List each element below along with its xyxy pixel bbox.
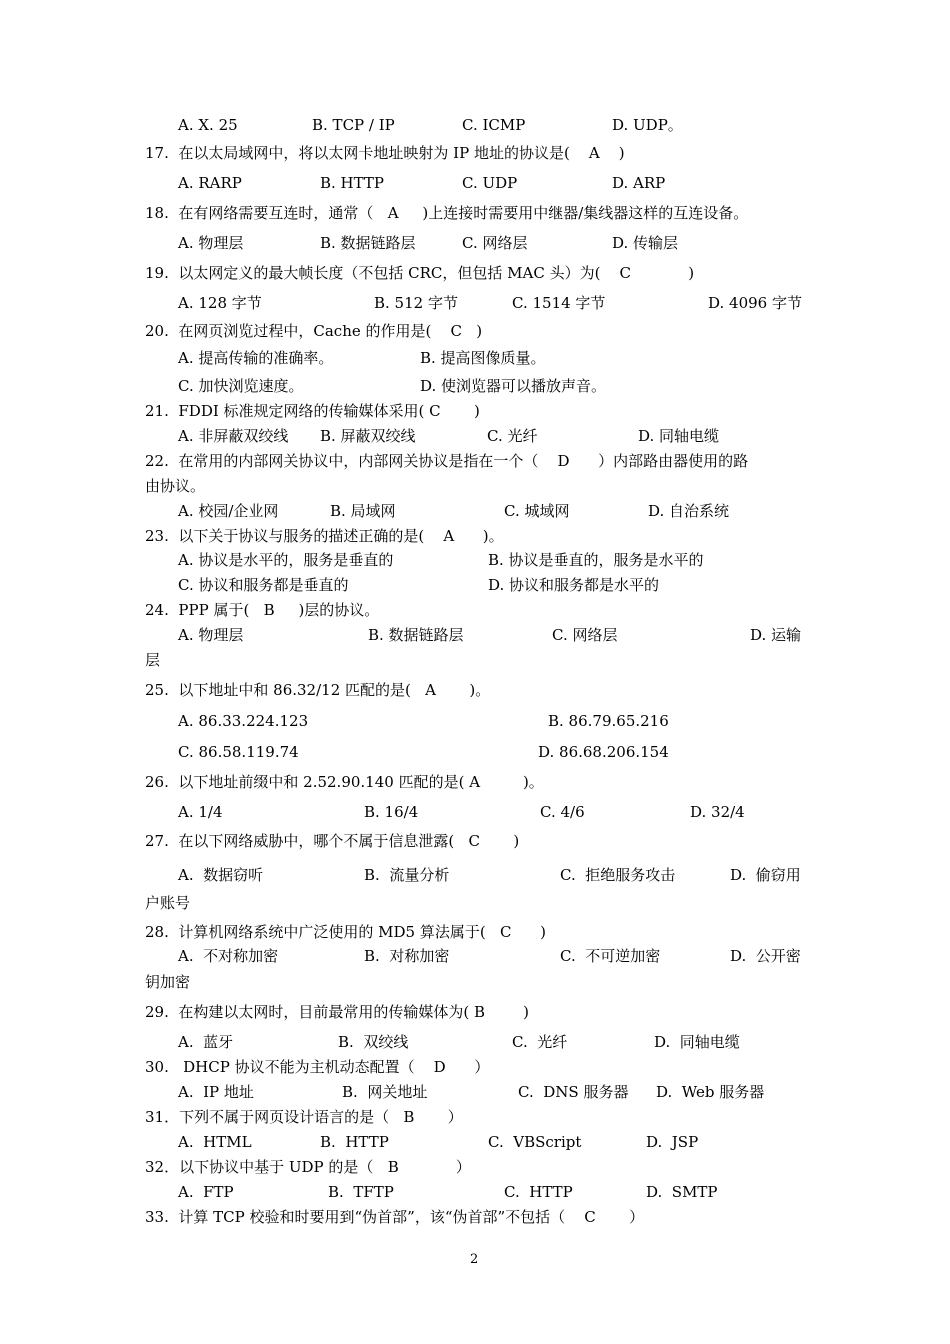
answer-option: A. 86.33.224.123 bbox=[178, 712, 309, 730]
answer-option: A. HTML bbox=[178, 1133, 252, 1151]
question-line: 21. FDDI 标准规定网络的传输媒体采用( C ) bbox=[145, 402, 480, 420]
answer-option: A. 物理层 bbox=[178, 234, 244, 252]
answer-option: D. 同轴电缆 bbox=[638, 427, 720, 445]
question-line: 20. 在网页浏览过程中，Cache 的作用是( C ) bbox=[145, 322, 483, 340]
question-line: 27. 在以下网络威胁中，哪个不属于信息泄露( C ) bbox=[145, 832, 520, 850]
answer-option: B. 512 字节 bbox=[374, 294, 458, 312]
answer-option: B. 16/4 bbox=[364, 803, 419, 821]
answer-option: C. UDP bbox=[462, 174, 518, 192]
answer-option: A. 不对称加密 bbox=[178, 947, 279, 965]
answer-option: D. 自治系统 bbox=[648, 502, 730, 520]
answer-option: D. 4096 字节 bbox=[708, 294, 802, 312]
question-line: 由协议。 bbox=[145, 477, 206, 495]
question-line: 32．以下协议中基于 UDP 的是（ B ） bbox=[145, 1158, 471, 1176]
answer-option: C. DNS 服务器 bbox=[518, 1083, 629, 1101]
answer-option: B. TFTP bbox=[328, 1183, 394, 1201]
answer-option: D. UDP。 bbox=[612, 116, 683, 134]
answer-option: C. VBScript bbox=[488, 1133, 582, 1151]
question-line: 层 bbox=[145, 651, 161, 669]
answer-option: C. 拒绝服务攻击 bbox=[560, 866, 676, 884]
answer-option: D. 使浏览器可以播放声音。 bbox=[420, 377, 607, 395]
question-line: 28. 计算机网络系统中广泛使用的 MD5 算法属于( C ) bbox=[145, 923, 546, 941]
answer-option: B. 网关地址 bbox=[342, 1083, 428, 1101]
answer-option: B. HTTP bbox=[320, 1133, 389, 1151]
answer-option: D. 传输层 bbox=[612, 234, 679, 252]
question-line: 29. 在构建以太网时，目前最常用的传输媒体为( B ) bbox=[145, 1003, 530, 1021]
answer-option: C. 城域网 bbox=[504, 502, 570, 520]
answer-option: C. 光纤 bbox=[512, 1033, 568, 1051]
answer-option: D. JSP bbox=[646, 1133, 699, 1151]
answer-option: B. HTTP bbox=[320, 174, 385, 192]
answer-option: A. 数据窃听 bbox=[178, 866, 264, 884]
answer-option: A. 提高传输的准确率。 bbox=[178, 349, 334, 367]
answer-option: A. RARP bbox=[178, 174, 242, 192]
answer-option: A. 蓝牙 bbox=[178, 1033, 234, 1051]
question-line: 26. 以下地址前缀中和 2.52.90.140 匹配的是( A )。 bbox=[145, 773, 544, 791]
answer-option: A. 非屏蔽双绞线 bbox=[178, 427, 289, 445]
question-line: 22. 在常用的内部网关协议中，内部网关协议是指在一个（ D ）内部路由器使用的路 bbox=[145, 452, 749, 470]
answer-option: B. 流量分析 bbox=[364, 866, 450, 884]
answer-option: D. 86.68.206.154 bbox=[538, 743, 669, 761]
answer-option: C. 加快浏览速度。 bbox=[178, 377, 304, 395]
answer-option: A. IP 地址 bbox=[178, 1083, 254, 1101]
answer-option: C. 4/6 bbox=[540, 803, 585, 821]
answer-option: C. 1514 字节 bbox=[512, 294, 606, 312]
answer-option: A. FTP bbox=[178, 1183, 234, 1201]
page-number: 2 bbox=[470, 1252, 479, 1267]
answer-option: C. 不可逆加密 bbox=[560, 947, 661, 965]
answer-option: B. 对称加密 bbox=[364, 947, 450, 965]
answer-option: C. 86.58.119.74 bbox=[178, 743, 299, 761]
answer-option: A. X. 25 bbox=[178, 116, 238, 134]
answer-option: B. 屏蔽双绞线 bbox=[320, 427, 416, 445]
question-line: 30. DHCP 协议不能为主机动态配置（ D ） bbox=[145, 1058, 490, 1076]
answer-option: B. 86.79.65.216 bbox=[548, 712, 669, 730]
question-line: 19. 以太网定义的最大帧长度（不包括 CRC，但包括 MAC 头）为( C ) bbox=[145, 264, 695, 282]
answer-option: C. 光纤 bbox=[487, 427, 538, 445]
answer-option: A. 物理层 bbox=[178, 626, 244, 644]
answer-option: B. 协议是垂直的，服务是水平的 bbox=[488, 551, 704, 569]
question-line: 31．下列不属于网页设计语言的是（ B ） bbox=[145, 1108, 463, 1126]
answer-option: D. ARP bbox=[612, 174, 666, 192]
question-line: 户账号 bbox=[145, 894, 191, 912]
question-line: 24. PPP 属于( B )层的协议。 bbox=[145, 601, 380, 619]
answer-option: D. 同轴电缆 bbox=[654, 1033, 740, 1051]
question-line: 17. 在以太局域网中，将以太网卡地址映射为 IP 地址的协议是( A ) bbox=[145, 144, 625, 162]
answer-option: D. 协议和服务都是水平的 bbox=[488, 576, 660, 594]
question-line: 18. 在有网络需要互连时，通常（ A )上连接时需要用中继器/集线器这样的互连设备。 bbox=[145, 204, 749, 222]
question-line: 钥加密 bbox=[145, 973, 191, 991]
answer-option: B. 提高图像质量。 bbox=[420, 349, 546, 367]
answer-option: B. 局域网 bbox=[330, 502, 396, 520]
answer-option: A. 1/4 bbox=[178, 803, 223, 821]
answer-option: D. 32/4 bbox=[690, 803, 745, 821]
answer-option: B. TCP / IP bbox=[312, 116, 395, 134]
answer-option: B. 数据链路层 bbox=[320, 234, 416, 252]
answer-option: C. 网络层 bbox=[552, 626, 618, 644]
answer-option: A. 协议是水平的，服务是垂直的 bbox=[178, 551, 394, 569]
answer-option: A. 128 字节 bbox=[178, 294, 262, 312]
question-line: 33. 计算 TCP 校验和时要用到“伪首部”，该“伪首部”不包括（ C ） bbox=[145, 1208, 645, 1226]
answer-option: B. 数据链路层 bbox=[368, 626, 464, 644]
answer-option: C. 协议和服务都是垂直的 bbox=[178, 576, 349, 594]
answer-option: D. 偷窃用 bbox=[730, 866, 801, 884]
answer-option: C. HTTP bbox=[504, 1183, 573, 1201]
answer-option: D. 运输 bbox=[750, 626, 802, 644]
answer-option: A. 校园/企业网 bbox=[178, 502, 279, 520]
answer-option: D. SMTP bbox=[646, 1183, 718, 1201]
question-line: 23. 以下关于协议与服务的描述正确的是( A )。 bbox=[145, 527, 504, 545]
answer-option: C. 网络层 bbox=[462, 234, 528, 252]
answer-option: B. 双绞线 bbox=[338, 1033, 409, 1051]
answer-option: D. Web 服务器 bbox=[656, 1083, 765, 1101]
question-line: 25. 以下地址中和 86.32/12 匹配的是( A )。 bbox=[145, 681, 491, 699]
answer-option: D. 公开密 bbox=[730, 947, 801, 965]
answer-option: C. ICMP bbox=[462, 116, 526, 134]
